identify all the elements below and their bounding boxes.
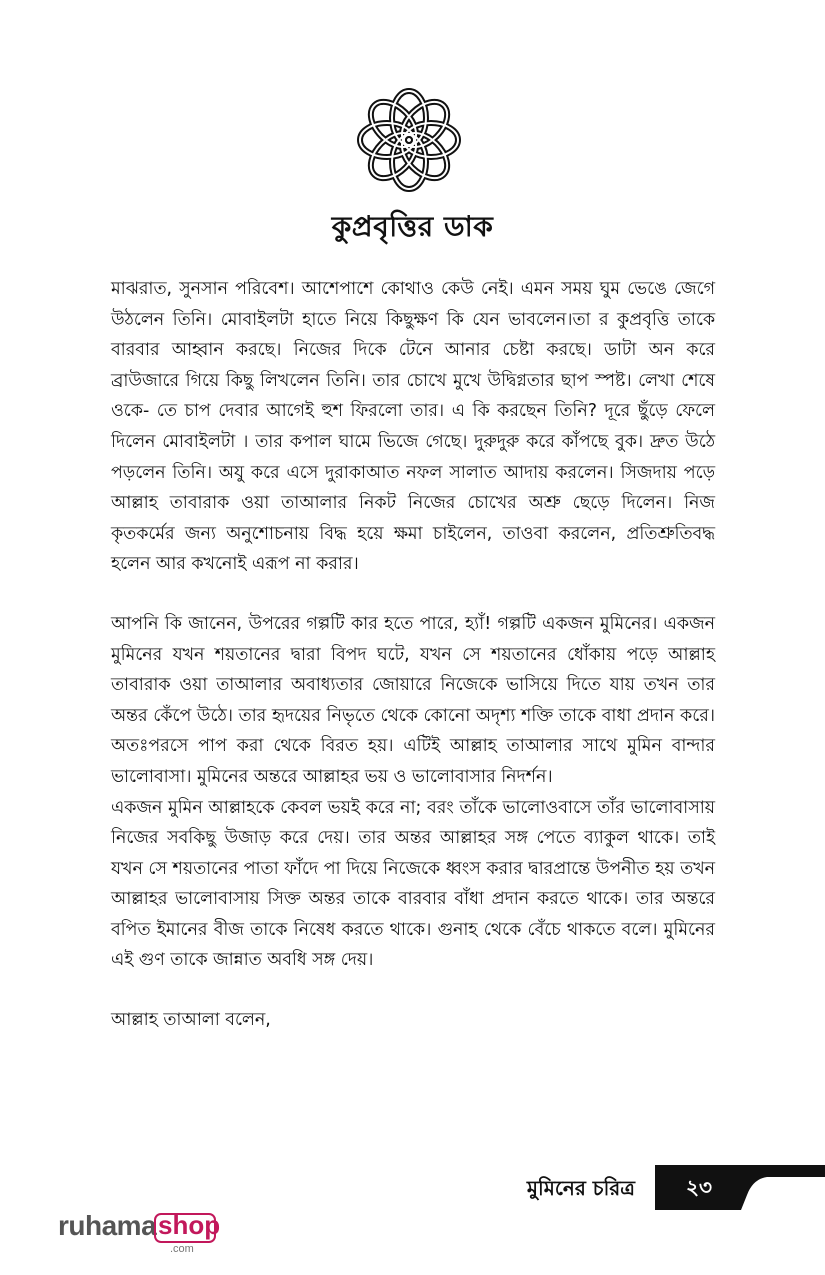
page-number: ২৩ xyxy=(686,1175,713,1199)
logo-text-shop: shop xyxy=(158,1210,221,1240)
paragraph-love: একজন মুমিন আল্লাহকে কেবল ভয়ই করে না; বরং তাঁকে ভালোওবাসে তাঁর ভালোবাসায় নিজের সবকিছু উজাড় করে দেয়। তার অন্তর আল্লাহর সঙ্গ পেতে ব্যাকুল থাকে। তাই যখন সে শয়তানের পাতা ফাঁদে পা দিয়ে নিজেকে ধ্বংস করার দ্বারপ্রান্তে উপনীত হয় তখন আল্লাহর ভালোবাসায় সিক্ত অন্তর তাকে বারবার বাঁধা প্রদান করতে থাকে। তার অন্তরে বপিত ইমানের বীজ তাকে নিষেধ করতে থাকে। গুনাহ থেকে বেঁচে থাকতে বলে। মুমিনের এই গুণ তাকে জান্নাত অবধি সঙ্গ দেয়। xyxy=(111,797,715,971)
paragraph-explanation: আপনি কি জানেন, উপরের গল্পটি কার হতে পারে, হ্যাঁ! গল্পটি একজন মুমিনের। একজন মুমিনের যখন শয়তানের দ্বারা বিপদ ঘটে, যখন সে শয়তানের ধোঁকায় পড়ে আল্লাহ তাবারাক ওয়া তাআলার অবাধ্যতার জোয়ারে নিজেকে ভাসিয়ে দিতে যায় তখন তার অন্তর কেঁপে উঠে। তার হৃদয়ের নিভৃতে থেকে কোনো অদৃশ্য শক্তি তাকে বাধা প্রদান করে। অতঃপরসে পাপ করা থেকে বিরত হয়। এটিই আল্লাহ তাআলার সাথে মুমিন বান্দার ভালোবাসা। মুমিনের অন্তরে আল্লাহর ভয় ও ভালোবাসার নিদর্শন। xyxy=(111,613,715,787)
paragraph-quote-intro: আল্লাহ তাআলা বলেন, xyxy=(111,1010,271,1031)
geometric-flower-ornament-icon xyxy=(357,88,461,192)
logo-text-ruhama: ruhama xyxy=(58,1210,157,1241)
chapter-body xyxy=(111,274,715,1036)
chapter-title: কুপ্রবৃত্তির ডাক xyxy=(331,210,494,243)
logo-domain: .com xyxy=(170,1243,194,1255)
paragraph-story: মাঝরাত, সুনসান পরিবেশ। আশেপাশে কোথাও কেউ নেই। এমন সময় ঘুম ভেঙে জেগে উঠলেন তিনি। মোবাইলটা হাতে নিয়ে কিছুক্ষণ কি যেন ভাবলেন।তা র কুপ্রবৃত্তি তাকে বারবার আহ্বান করছে। নিজের দিকে টেনে আনার চেষ্টা করছে। ডাটা অন করে ব্রাউজারে গিয়ে কিছু লিখলেন তিনি। তার চোখে মুখে উদ্বিগ্নতার ছাপ স্পষ্ট। লেখা শেষে ওকে- তে চাপ দেবার আগেই হুশ ফিরলো তার। এ কি করছেন তিনি? দূরে ছুঁড়ে ফেলে দিলেন মোবাইলটা । তার কপাল ঘামে ভিজে গেছে। দুরুদুরু করে কাঁপছে বুক। দ্রুত উঠে পড়লেন তিনি। অযু করে এসে দুরাকাআত নফল সালাত আদায় করলেন। সিজদায় পড়ে আল্লাহ তাবারাক ওয়া তাআলার নিকট নিজের চোখের অশ্রু ছেড়ে দিলেন। নিজ কৃতকর্মের জন্য অনুশোচনায় বিদ্ধ হয়ে ক্ষমা চাইলেন, তাওবা করলেন, প্রতিশ্রুতিবদ্ধ হলেন আর কখনোই এরূপ না করার। xyxy=(111,279,715,575)
page-number-tab xyxy=(655,1165,825,1210)
book-title: মুমিনের চরিত্র xyxy=(526,1176,635,1200)
